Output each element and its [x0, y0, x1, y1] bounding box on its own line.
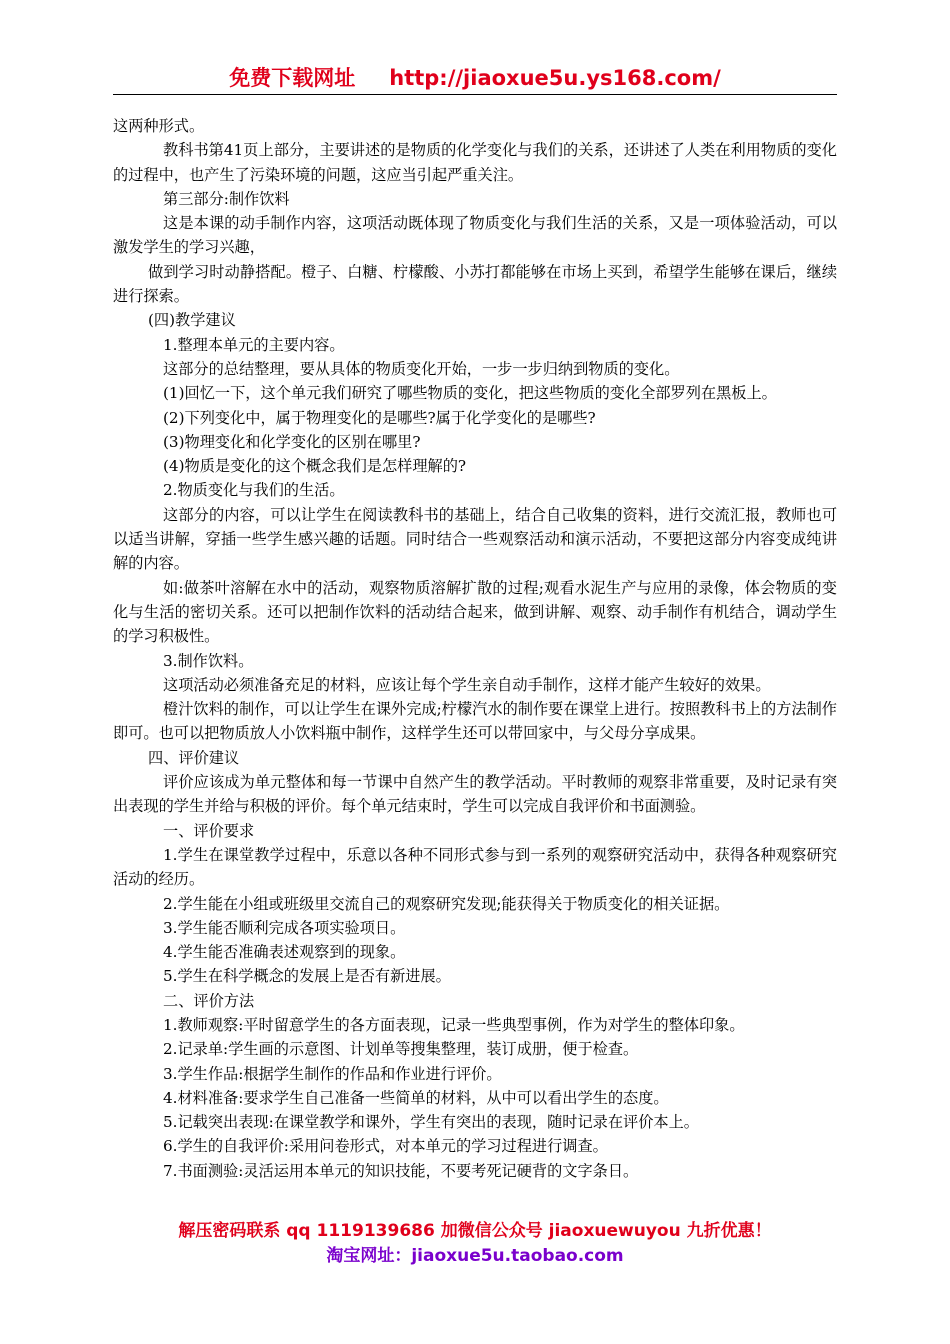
paragraph: (4)物质是变化的这个概念我们是怎样理解的?: [163, 457, 467, 476]
paragraph: (1)回忆一下，这个单元我们研究了哪些物质的变化，把这些物质的变化全部罗列在黑板上。: [163, 384, 777, 403]
paragraph: 第三部分:制作饮料: [163, 189, 290, 208]
footer-shop-link[interactable]: 淘宝网址：jiaoxue5u.taobao.com: [326, 1246, 624, 1266]
paragraph: 4.材料准备:要求学生自己准备一些简单的材料，从中可以看出学生的态度。: [163, 1088, 669, 1107]
paragraph: 5.记载突出表现:在课堂教学和课外，学生有突出的表现，随时记录在评价本上。: [163, 1113, 699, 1132]
paragraph: 3.学生能否顺利完成各项实验项日。: [163, 918, 406, 937]
paragraph: 橙汁饮料的制作，可以让学生在课外完成;柠檬汽水的制作要在课堂上进行。按照教科书上的方法制作即可。也可以把物质放人小饮料瓶中制作，这样学生还可以带回家中，与父母分享成果。: [113, 700, 837, 743]
paragraph: 一、评价要求: [163, 821, 255, 840]
paragraph: 这项活动必须准备充足的材料，应该让每个学生亲自动手制作，这样才能产生较好的效果。: [163, 675, 771, 694]
paragraph: 2.物质变化与我们的生活。: [163, 481, 345, 500]
paragraph: (3)物理变化和化学变化的区别在哪里?: [163, 432, 421, 451]
paragraph: 二、评价方法: [163, 991, 255, 1010]
header-url-link[interactable]: http://jiaoxue5u.ys168.com/: [389, 66, 721, 90]
paragraph: 这是本课的动手制作内容，这项活动既体现了物质变化与我们生活的关系，又是一项体验活动，可以激发学生的学习兴趣，: [113, 214, 837, 257]
paragraph: 评价应该成为单元整体和每一节课中自然产生的教学活动。平时教师的观察非常重要，及时记录有突出表现的学生并给与积极的评价。每个单元结束时，学生可以完成自我评价和书面测验。: [113, 773, 837, 816]
paragraph: 1.教师观察:平时留意学生的各方面表现，记录一些典型事例，作为对学生的整体印象。: [163, 1015, 745, 1034]
header-divider: [113, 94, 837, 95]
paragraph: 4.学生能否准确表述观察到的现象。: [163, 943, 406, 962]
paragraph: (四)教学建议: [148, 311, 236, 330]
paragraph: 1.学生在课堂教学过程中，乐意以各种不同形式参与到一系列的观察研究活动中，获得各种观察研究活动的经历。: [113, 845, 837, 889]
paragraph: 做到学习时动静搭配。橙子、白糖、柠檬酸、小苏打都能够在市场上买到，希望学生能够在课后，继续进行探索。: [113, 262, 837, 306]
paragraph: 2.学生能在小组或班级里交流自己的观察研究发现;能获得关于物质变化的相关证据。: [163, 894, 730, 913]
paragraph: 这两种形式。: [113, 117, 205, 135]
header-label: 免费下载网址: [229, 66, 356, 90]
paragraph: 这部分的内容，可以让学生在阅读教科书的基础上，结合自己收集的资料，进行交流汇报，教师也可以适当讲解，穿插一些学生感兴趣的话题。同时结合一些观察活动和演示活动，不要把这部分内容变成纯讲解的内容。: [113, 505, 837, 573]
paragraph: 7.书面测验:灵活运用本单元的知识技能，不要考死记硬背的文字条日。: [163, 1161, 639, 1180]
paragraph: 四、评价建议: [148, 748, 240, 767]
paragraph: 6.学生的自我评价:采用问卷形式，对本单元的学习过程进行调查。: [163, 1137, 608, 1156]
page-footer: [113, 1219, 837, 1269]
paragraph: 教科书第41页上部分，主要讲述的是物质的化学变化与我们的关系，还讲述了人类在利用物质的变化的过程中，也产生了污染环境的问题，这应当引起严重关注。: [113, 141, 837, 184]
paragraph: 这部分的总结整理，要从具体的物质变化开始，一步一步归纳到物质的变化。: [163, 359, 680, 378]
paragraph: 如:做茶叶溶解在水中的活动，观察物质溶解扩散的过程;观看水泥生产与应用的录像，体会物质的变化与生活的密切关系。还可以把制作饮料的活动结合起来，做到讲解、观察、动手制作有机结合，调动学生的学习积极性。: [113, 578, 837, 646]
paragraph: 3.学生作品:根据学生制作的作品和作业进行评价。: [163, 1064, 502, 1083]
paragraph: 5.学生在科学概念的发展上是否有新进展。: [163, 967, 451, 986]
paragraph: (2)下列变化中，属于物理变化的是哪些?属于化学变化的是哪些?: [163, 408, 596, 427]
page-header: [113, 62, 837, 92]
footer-contact-line: 解压密码联系 qq 1119139686 加微信公众号 jiaoxuewuyou 九折优惠！: [178, 1221, 772, 1241]
paragraph: 2.记录单:学生画的示意图、计划单等搜集整理，装订成册，便于检查。: [163, 1040, 639, 1059]
document-body: [113, 114, 837, 1183]
paragraph: 1.整理本单元的主要内容。: [163, 335, 345, 354]
paragraph: 3.制作饮料。: [163, 651, 254, 670]
